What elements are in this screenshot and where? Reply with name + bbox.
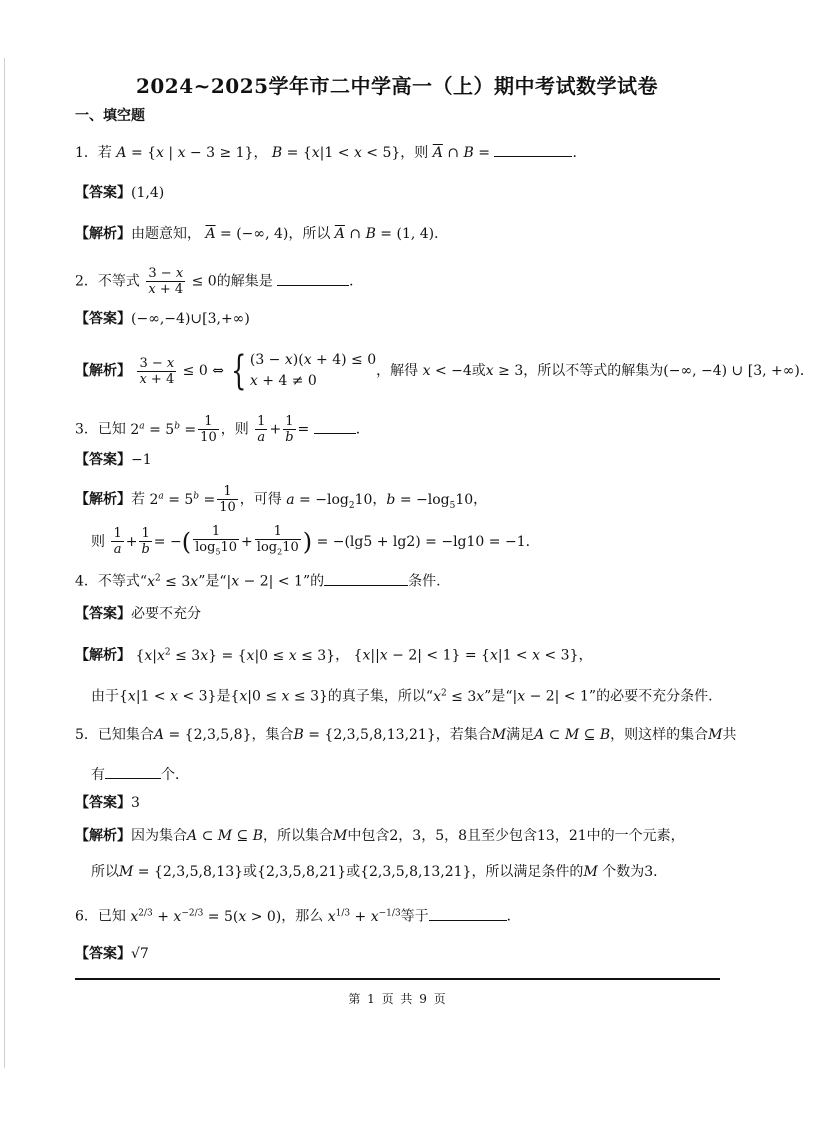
q2-fraction: $\frac{3 - x}{x + 4}$ bbox=[148, 266, 184, 297]
analysis-5-math: {2,3,5,8,13,21} bbox=[360, 864, 472, 880]
footer-divider bbox=[75, 978, 720, 980]
analysis-4-math: $x^2 \le 3x$ bbox=[433, 688, 485, 705]
analysis-4-text: ， bbox=[335, 647, 350, 664]
analysis-5-math: M bbox=[583, 864, 598, 880]
q5-text: ，则这样的集合 bbox=[610, 727, 709, 743]
answer-label: 【答案】 bbox=[75, 606, 131, 622]
answer-6-value: √7 bbox=[131, 946, 149, 962]
q2-number: 2． bbox=[75, 273, 98, 290]
analysis-label: 【解析】 bbox=[75, 647, 131, 664]
q3-text: ，则 bbox=[220, 421, 249, 438]
q1-text: ， bbox=[253, 145, 268, 161]
analysis-4-text: ， bbox=[578, 647, 593, 664]
analysis-2-text: ，所以不等式的解集为 bbox=[523, 363, 664, 379]
question-5-cont bbox=[91, 764, 189, 785]
analysis-3-math: $2^a = 5^b$ = bbox=[149, 490, 216, 508]
q4-end: 条件. bbox=[408, 573, 441, 590]
analysis-3-text: ， bbox=[473, 491, 488, 508]
q4-math: $x^2 \le 3x$ bbox=[147, 573, 199, 590]
q5-math: B = {2,3,5,8,13,21} bbox=[293, 727, 436, 743]
analysis-4-text: 由于 bbox=[91, 688, 119, 705]
question-2: 2．不等式 $\frac{3 - x}{x + 4}$ ≤ 0的解集是 ． bbox=[75, 266, 364, 297]
page-number: 第 1 页 共 9 页 bbox=[348, 992, 446, 1006]
q4-math: |x − 2| < 1 bbox=[226, 573, 303, 590]
question-3: 3．已知 $2^a = 5^b$ = $\frac{1}{10}$ ，则 $\frac{1}{a}$ + $\frac{1}{b}$ = ． bbox=[75, 414, 370, 445]
q6-text: 已知 bbox=[97, 908, 126, 925]
answer-2-value: (−∞,−4)∪[3,+∞) bbox=[131, 311, 250, 327]
analysis-1-text: ，所以 bbox=[288, 226, 331, 242]
q3-end: ． bbox=[355, 421, 370, 438]
analysis-5-text: 因为集合 bbox=[131, 828, 187, 844]
q4-text: ”的 bbox=[302, 573, 325, 590]
q5-math: M bbox=[491, 727, 507, 743]
q3-math: $2^a = 5^b$ = bbox=[130, 420, 197, 438]
answer-blank[interactable] bbox=[105, 764, 161, 779]
analysis-5-cont bbox=[91, 862, 667, 882]
q5-text: 满足 bbox=[506, 727, 535, 743]
analysis-3-math: $b = -\log_510$ bbox=[386, 491, 474, 511]
analysis-2-fraction: $\frac{3 - x}{x + 4}$ bbox=[139, 355, 175, 387]
q1-text: 若 bbox=[97, 145, 112, 161]
analysis-label: 【解析】 bbox=[75, 491, 131, 508]
q1-set-b: B = {x|1 < x < 5} bbox=[271, 145, 401, 161]
analysis-1-math: $\overline{A}$ ∩ B = (1, 4) bbox=[334, 226, 435, 242]
analysis-5-math: M = {2,3,5,8,13} bbox=[119, 864, 244, 880]
analysis-5-text: 或 bbox=[346, 864, 361, 880]
answer-label: 【答案】 bbox=[75, 795, 131, 811]
analysis-3-text: ，可得 bbox=[239, 491, 282, 508]
answer-2 bbox=[75, 309, 250, 329]
q4-text: 不等式“ bbox=[97, 573, 148, 590]
q3-fraction: $\frac{1}{10}$ bbox=[200, 414, 217, 445]
analysis-2-text: ，解得 bbox=[376, 363, 419, 379]
analysis-2-text: ． bbox=[799, 363, 814, 379]
q3-fraction: $\frac{1}{b}$ bbox=[285, 414, 294, 445]
question-6 bbox=[75, 903, 521, 927]
answer-blank[interactable] bbox=[494, 142, 572, 157]
q4-number: 4． bbox=[75, 573, 98, 590]
answer-6 bbox=[75, 944, 149, 964]
q1-text: ，则 bbox=[400, 145, 429, 161]
analysis-4-math: {x|0 ≤ x ≤ 3} bbox=[230, 688, 328, 705]
paren-symbol: ( bbox=[181, 527, 192, 556]
answer-5 bbox=[75, 793, 140, 813]
analysis-3-fraction: $\frac{1}{\log_510}$ bbox=[195, 524, 238, 557]
analysis-1 bbox=[75, 224, 448, 244]
analysis-3-text: ． bbox=[525, 533, 540, 550]
analysis-2-math: x ≥ 3 bbox=[485, 363, 524, 379]
analysis-2-system: (3 − x)(x + 4) ≤ 0 x + 4 ≠ 0 bbox=[249, 352, 377, 389]
analysis-3 bbox=[75, 484, 487, 515]
answer-1-value: (1,4) bbox=[131, 185, 165, 201]
answer-5-value: 3 bbox=[131, 795, 140, 811]
analysis-4-text: ”是“ bbox=[484, 688, 513, 705]
analysis-5-math: {2,3,5,8,21} bbox=[257, 864, 347, 880]
analysis-4-math: |x − 2| < 1 bbox=[512, 688, 589, 705]
analysis-4-text: 的真子集，所以“ bbox=[327, 688, 434, 705]
q5-text: 有 bbox=[91, 767, 105, 783]
analysis-2-text: 或 bbox=[471, 363, 486, 379]
analysis-5-text: 中包含2，3，5，8且至少包含13，21中的一个元素， bbox=[347, 828, 685, 844]
section-heading: 一、填空题 bbox=[75, 108, 145, 124]
answer-blank[interactable] bbox=[277, 271, 349, 286]
q5-text: 已知集合 bbox=[97, 727, 154, 743]
analysis-3-math: = −(lg5 + lg2) = −lg10 = −1 bbox=[316, 533, 526, 550]
q5-end: 个． bbox=[161, 767, 189, 783]
analysis-5-text: ，所以满足条件的 bbox=[471, 864, 584, 880]
q6-math: $x^{1/3} + x^{-1/3}$ bbox=[327, 908, 401, 925]
brace-symbol: { bbox=[231, 348, 247, 394]
q5-math: A ⊂ M ⊆ B bbox=[534, 727, 611, 743]
q2-end: ． bbox=[349, 273, 364, 290]
analysis-2: 【解析】 $\frac{3 - x}{x + 4}$ ≤ 0 ⇔ { (3 − x)(x + 4) ≤ 0 x + 4 ≠ 0，解得 x < −4或x ≥ 3，所以不等式的解集为(−∞, −4) ∪ [3, +∞)． bbox=[75, 348, 814, 394]
q5-text: ，集合 bbox=[251, 727, 294, 743]
answer-blank[interactable] bbox=[324, 571, 408, 586]
analysis-3-text: 若 bbox=[131, 491, 145, 508]
answer-label: 【答案】 bbox=[75, 946, 131, 962]
q6-end: ． bbox=[506, 908, 521, 925]
answer-4 bbox=[75, 604, 201, 624]
answer-label: 【答案】 bbox=[75, 185, 131, 201]
q5-number: 5． bbox=[75, 727, 98, 743]
analysis-1-text: ． bbox=[434, 226, 449, 242]
analysis-3-fraction: $\frac{1}{b}$ bbox=[141, 526, 150, 558]
analysis-4-math: $\{x|x^2 \le 3x\} = \{x|0 \le x \le 3\}$ bbox=[135, 647, 336, 664]
page-title: 2024~2025学年市二中学高一（上）期中考试数学试卷 bbox=[135, 74, 659, 98]
q1-set-a: A = {x | x − 3 ≥ 1} bbox=[116, 145, 254, 161]
analysis-5-math: A ⊂ M ⊆ B bbox=[187, 828, 264, 844]
analysis-3-cont: 则 $\frac{1}{a}$ + $\frac{1}{b}$ = −( $\frac{1}{\log_510}$ + $\frac{1}{\log_210}$ ) = −(lg5 + lg2) = −lg10 = −1． bbox=[91, 524, 540, 560]
analysis-4 bbox=[75, 642, 592, 666]
analysis-2-math: x < −4 bbox=[422, 363, 472, 379]
q6-text: 等于 bbox=[400, 908, 429, 925]
q2-text: 不等式 bbox=[97, 273, 140, 290]
analysis-3-fraction: $\frac{1}{\log_210}$ bbox=[256, 524, 299, 557]
analysis-label: 【解析】 bbox=[75, 363, 131, 379]
q6-number: 6． bbox=[75, 908, 98, 925]
q6-math: $x^{2/3} + x^{-2/3} = 5(x > 0)$ bbox=[130, 908, 282, 925]
analysis-4-math: {x|1 < x < 3} bbox=[119, 688, 217, 705]
q3-fraction: $\frac{1}{a}$ bbox=[257, 414, 266, 445]
analysis-2-math: (−∞, −4) ∪ [3, +∞) bbox=[663, 363, 800, 379]
q3-number: 3． bbox=[75, 421, 98, 438]
answer-label: 【答案】 bbox=[75, 311, 131, 327]
q1-number: 1． bbox=[75, 145, 98, 161]
q4-text: ”是“ bbox=[198, 573, 227, 590]
q5-text: 共 bbox=[722, 727, 737, 743]
analysis-5 bbox=[75, 826, 685, 846]
analysis-1-math: $\overline{A}$ = (−∞, 4) bbox=[205, 226, 289, 242]
analysis-5-text: 或 bbox=[243, 864, 258, 880]
analysis-5-text: 个数为3． bbox=[602, 864, 668, 880]
analysis-5-math: M bbox=[333, 828, 348, 844]
question-5 bbox=[75, 725, 736, 745]
answer-3 bbox=[75, 450, 152, 470]
analysis-3-fraction: $\frac{1}{10}$ bbox=[219, 484, 236, 515]
analysis-label: 【解析】 bbox=[75, 226, 131, 242]
analysis-1-text: 由题意知， bbox=[131, 226, 201, 242]
q5-math: A = {2,3,5,8} bbox=[153, 727, 252, 743]
q3-text: 已知 bbox=[97, 421, 126, 438]
q5-math: M bbox=[708, 727, 723, 743]
question-1 bbox=[75, 142, 586, 163]
answer-label: 【答案】 bbox=[75, 452, 131, 468]
analysis-5-text: ，所以集合 bbox=[263, 828, 334, 844]
answer-1 bbox=[75, 183, 164, 203]
q1-expr: $\overline{A}$ ∩ B = bbox=[432, 145, 490, 161]
q5-text: ，若集合 bbox=[435, 727, 492, 743]
analysis-5-text: 所以 bbox=[91, 864, 119, 880]
paren-symbol: ) bbox=[302, 527, 313, 556]
analysis-4-text: 是 bbox=[216, 688, 231, 705]
analysis-4-text: ”的必要不充分条件. bbox=[588, 688, 713, 705]
analysis-4-cont bbox=[91, 683, 713, 707]
analysis-4-math: {x||x − 2| < 1} = {x|1 < x < 3} bbox=[353, 647, 579, 664]
q1-end: ． bbox=[572, 145, 587, 161]
analysis-3-fraction: $\frac{1}{a}$ bbox=[113, 526, 122, 558]
q2-text: 的解集是 bbox=[216, 273, 273, 290]
analysis-label: 【解析】 bbox=[75, 828, 131, 844]
analysis-3-text: 则 bbox=[91, 533, 105, 550]
answer-blank[interactable] bbox=[314, 419, 356, 434]
question-4 bbox=[75, 568, 441, 592]
scan-edge-line bbox=[4, 58, 5, 1068]
q6-text: ，那么 bbox=[281, 908, 324, 925]
analysis-3-text: ， bbox=[372, 491, 387, 508]
answer-3-value: −1 bbox=[131, 452, 152, 468]
answer-4-value: 必要不充分 bbox=[131, 606, 201, 622]
answer-blank[interactable] bbox=[429, 906, 507, 921]
analysis-3-math: $a = -\log_210$ bbox=[286, 491, 373, 511]
